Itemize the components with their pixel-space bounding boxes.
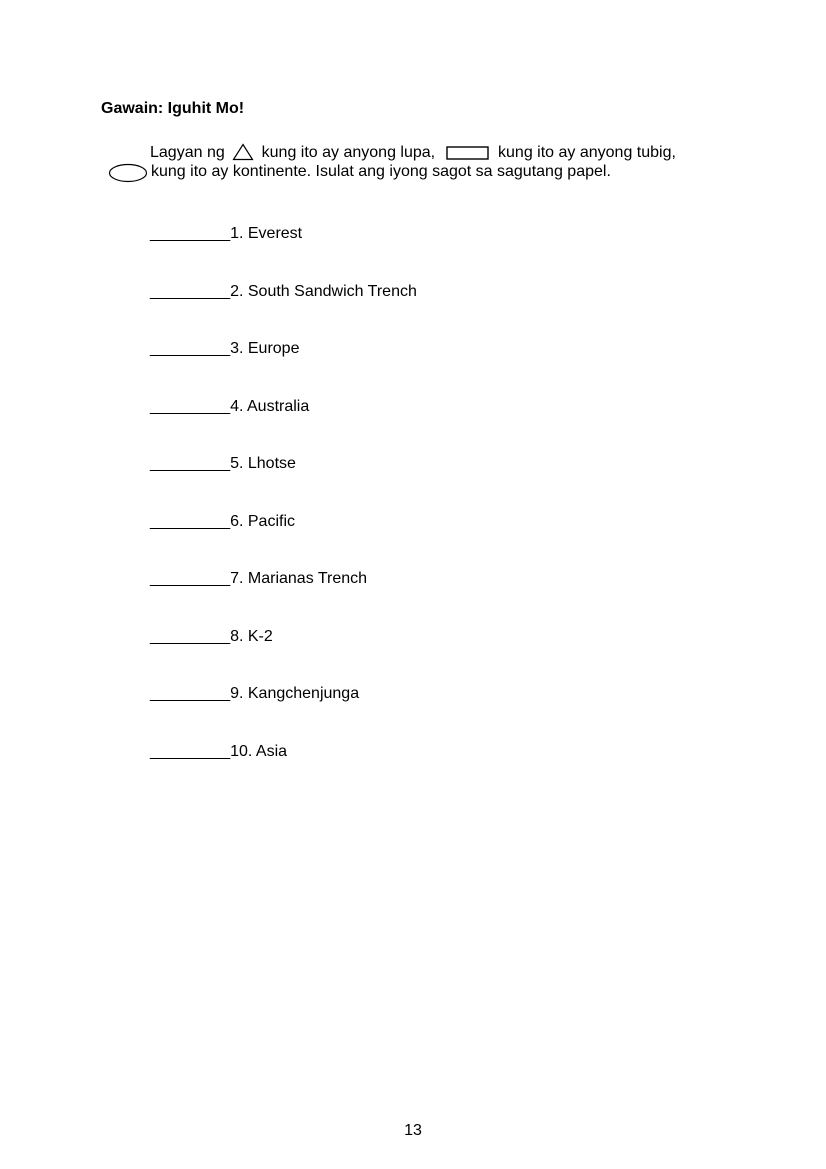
list-item xyxy=(150,224,302,244)
item-label: 8. K-2 xyxy=(230,627,273,645)
item-label: 9. Kangchenjunga xyxy=(230,685,360,702)
answer-blank: _________ xyxy=(150,225,231,242)
item-label: 1. Everest xyxy=(230,225,303,242)
list-item xyxy=(150,454,296,474)
answer-blank: _________ xyxy=(150,627,231,645)
item-label: 5. Lhotse xyxy=(230,455,296,472)
instruction-text-part2: kung ito ay anyong lupa, xyxy=(261,144,436,161)
list-item xyxy=(150,627,273,647)
list-item xyxy=(150,397,309,417)
instruction-text-part3: kung ito ay anyong tubig, xyxy=(498,144,676,161)
triangle-icon xyxy=(232,143,254,161)
instruction-text-part1: Lagyan ng xyxy=(150,144,225,161)
activity-title: Gawain: Iguhit Mo! xyxy=(101,100,245,117)
oval-icon xyxy=(108,163,148,183)
answer-blank: _________ xyxy=(150,512,231,530)
item-label: 2. South Sandwich Trench xyxy=(230,282,417,300)
item-label: 4. Australia xyxy=(230,397,310,415)
answer-blank: _________ xyxy=(150,742,231,760)
list-item xyxy=(150,569,367,589)
list-item xyxy=(150,742,287,762)
answer-blank: _________ xyxy=(150,570,231,587)
list-item xyxy=(150,512,295,532)
answer-blank: _________ xyxy=(150,685,231,702)
list-item xyxy=(150,684,359,704)
instruction-line-2: kung ito ay kontinente. Isulat ang iyong sagot sa sagutang papel. xyxy=(151,163,611,180)
item-label: 6. Pacific xyxy=(230,512,296,530)
item-label: 3. Europe xyxy=(230,340,300,357)
page-number: 13 xyxy=(404,1122,422,1139)
rectangle-icon xyxy=(446,146,489,160)
answer-blank: _________ xyxy=(150,340,231,357)
answer-blank: _________ xyxy=(150,282,231,300)
instruction-line-1 xyxy=(150,143,676,163)
item-label: 7. Marianas Trench xyxy=(230,570,368,587)
answer-blank: _________ xyxy=(150,397,231,415)
list-item xyxy=(150,282,417,302)
list-item xyxy=(150,339,299,359)
answer-blank: _________ xyxy=(150,455,231,472)
item-label: 10. Asia xyxy=(230,742,288,760)
